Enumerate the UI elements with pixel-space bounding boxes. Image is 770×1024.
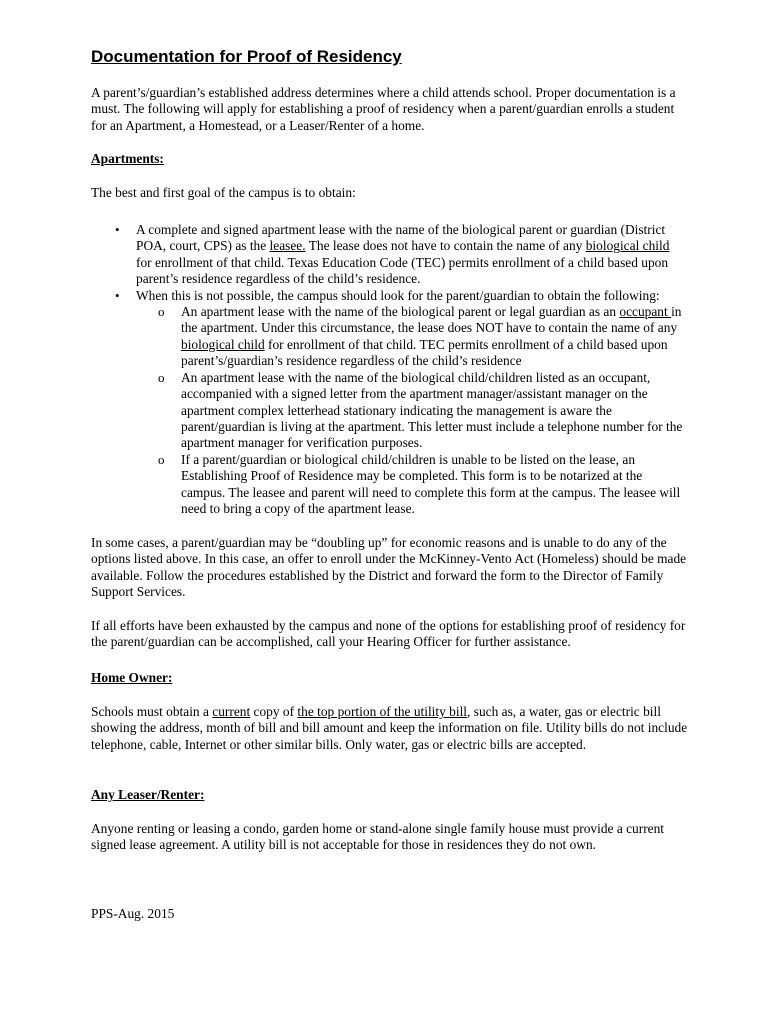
bullet-icon: • bbox=[115, 222, 120, 237]
text-span: Schools must obtain a bbox=[91, 704, 213, 719]
leaser-heading: Any Leaser/Renter: bbox=[91, 787, 205, 802]
text-span: for enrollment of that child. TEC permits enrollment of a child based upon parent’s/guardian’s residence regardless of the child’s residence bbox=[181, 336, 668, 368]
text-span: The lease does not have to contain the name of any bbox=[305, 238, 586, 254]
circle-bullet-icon: o bbox=[158, 304, 165, 319]
text-span: A complete and signed apartment lease with the name of the biological parent or guardian (District POA, court, CPS) as the bbox=[136, 222, 666, 254]
apartments-bullet-1 bbox=[136, 222, 688, 287]
doubling-up-paragraph: In some cases, a parent/guardian may be “doubling up” for economic reasons and is unable to do any of the options listed above. In this case, an offer to enroll under the McKinney-Vento Act (Homeless) should be made available. Follow the procedures established by the District and forward the form to the Director of Family Support Services. bbox=[91, 535, 687, 599]
text-span: for enrollment of that child. Texas Education Code (TEC) permits enrollment of a child based upon parent’s residence regardless of the child’s residence. bbox=[136, 254, 669, 286]
apartments-bullet-2: When this is not possible, the campus should look for the parent/guardian to obtain the following: bbox=[136, 288, 660, 303]
underlined-term: biological child bbox=[585, 238, 670, 254]
underlined-term: leasee. bbox=[269, 238, 306, 254]
apartments-lead: The best and first goal of the campus is to obtain: bbox=[91, 185, 356, 200]
text-span: An apartment lease with the name of the biological parent or legal guardian as an bbox=[181, 304, 620, 319]
text-span: , such as, a water, gas or electric bill showing the address, month of bill and bill amount and keep the information on file. Utility bills do not include telephone, cable, Internet or other similar bills. Only water, gas or electric bills are accepted. bbox=[91, 704, 688, 752]
apartments-heading: Apartments: bbox=[91, 151, 164, 166]
exhausted-paragraph: If all efforts have been exhausted by the campus and none of the options for establishing proof of residency for the parent/guardian can be accomplished, call your Hearing Officer for further assistance. bbox=[91, 618, 686, 650]
home-owner-heading: Home Owner: bbox=[91, 670, 173, 685]
underlined-term: biological child bbox=[181, 336, 265, 352]
apartments-sub-item-3: If a parent/guardian or biological child/children is unable to be listed on the lease, an Establishing Proof of Residence may be completed. This form is to be notarized at the campus. The leasee and parent will need to complete this form at the campus. The leasee will need to bring a copy of the apartment lease. bbox=[181, 452, 681, 516]
underlined-term: current bbox=[212, 704, 251, 719]
bullet-icon: • bbox=[115, 288, 120, 303]
intro-paragraph: A parent’s/guardian’s established address determines where a child attends school. Proper documentation is a must. The following will apply for establishing a proof of residency when a parent/guardian enrolls a student for an Apartment, a Homestead, or a Leaser/Renter of a home. bbox=[91, 85, 676, 133]
footer-text: PPS-Aug. 2015 bbox=[91, 906, 175, 921]
apartments-sub-item-2: An apartment lease with the name of the biological child/children listed as an occupant, accompanied with a signed letter from the apartment manager/assistant manager on the apartment complex letterhead stationary indicating the management is aware the parent/guardian is living at the apartment. This letter must include a telephone number for the apartment manager for verification purposes. bbox=[181, 370, 683, 451]
home-owner-paragraph bbox=[91, 704, 691, 753]
apartments-sub-item-1 bbox=[181, 304, 687, 369]
circle-bullet-icon: o bbox=[158, 452, 165, 467]
text-span: copy of bbox=[250, 704, 298, 719]
underlined-term: occupant bbox=[619, 304, 672, 319]
page-title: Documentation for Proof of Residency bbox=[91, 47, 402, 66]
leaser-paragraph: Anyone renting or leasing a condo, garden home or stand-alone single family house must provide a current signed lease agreement. A utility bill is not acceptable for those in residences they do not own. bbox=[91, 821, 665, 853]
circle-bullet-icon: o bbox=[158, 370, 165, 385]
text-span: in the apartment. Under this circumstance, the lease does NOT have to contain the name of any bbox=[181, 304, 682, 336]
underlined-term: the top portion of the utility bill bbox=[297, 704, 468, 719]
